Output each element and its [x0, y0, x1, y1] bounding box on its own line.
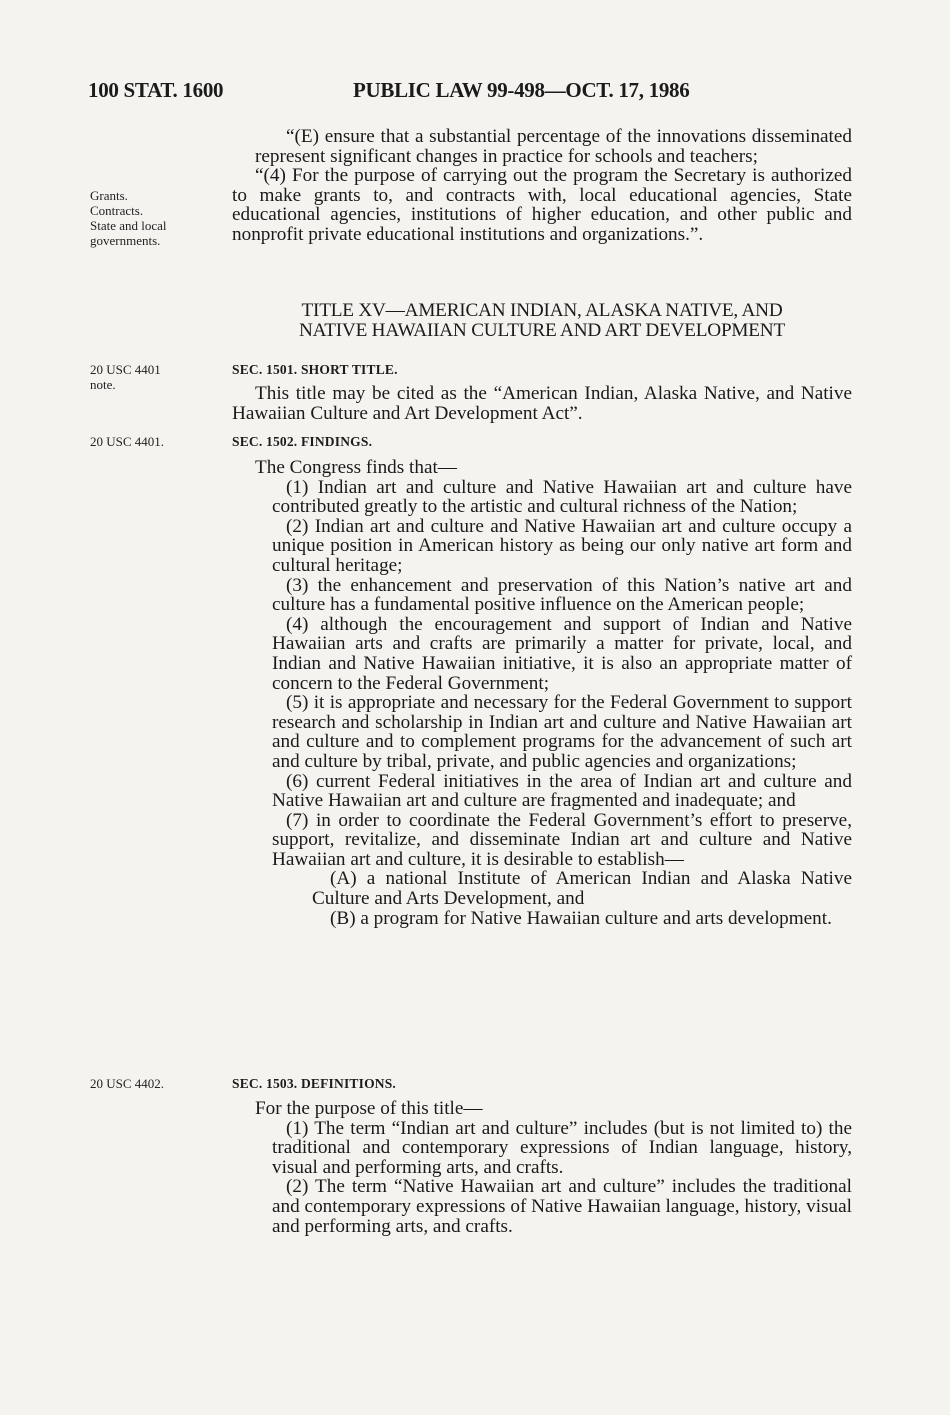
margin-note-usc-4402: 20 USC 4402. [90, 1076, 165, 1091]
margin-note-state-local-line: State and local [90, 218, 167, 233]
finding-7-sub-a: (A) a national Institute of American Indian and Alaska Native Culture and Arts Development, and [312, 868, 852, 910]
margin-note-contracts-line: Contracts. [90, 203, 144, 218]
sec-1503-intro: For the purpose of this title— [255, 1098, 483, 1119]
title-xv-line2: NATIVE HAWAIIAN CULTURE AND ART DEVELOPMENT [299, 320, 785, 341]
top-block [232, 127, 852, 245]
paragraph-e: “(E) ensure that a substantial percentage of the innovations disseminated represent significant changes in practice for schools and teachers; [255, 126, 852, 167]
finding-7: (7) in order to coordinate the Federal Government’s effort to preserve, support, revitalize, and disseminate Indian art and culture and Native Hawaiian art and culture, it is desirable to establish— [272, 809, 852, 870]
finding-6: (6) current Federal initiatives in the area of Indian art and culture and Native Hawaiian art and culture are fragmented and inadequate; and [272, 770, 852, 812]
finding-4: (4) although the encouragement and support of Indian and Native Hawaiian arts and crafts are primarily a matter for private, local, and Indian and Native Hawaiian initiative, it is also an appropriate matter of concern to the Federal Government; [272, 613, 852, 694]
title-xv-line1: TITLE XV—AMERICAN INDIAN, ALASKA NATIVE, AND [301, 300, 783, 321]
definition-2: (2) The term “Native Hawaiian art and culture” includes the traditional and contemporary expressions of Native Hawaiian language, history, visual and performing arts, and crafts. [272, 1176, 852, 1237]
definition-1: (1) The term “Indian art and culture” includes (but is not limited to) the traditional and contemporary expressions of Indian language, history, visual and performing arts, and crafts. [272, 1117, 852, 1178]
sec-1502-heading: SEC. 1502. FINDINGS. [232, 434, 373, 449]
public-law-header: PUBLIC LAW 99-498—OCT. 17, 1986 [353, 78, 690, 102]
sec-1501-text: This title may be cited as the “American Indian, Alaska Native, and Native Hawaiian Culture and Art Development Act”. [232, 383, 852, 424]
margin-note-grants-line: Grants. [90, 188, 128, 203]
page-stat-header: 100 STAT. 1600 [88, 78, 224, 102]
margin-note-governments-line: governments. [90, 233, 161, 248]
sec-1502-body [232, 458, 852, 928]
margin-note-grants [90, 188, 167, 248]
margin-note-usc-4401-note-line2: note. [90, 377, 116, 392]
sec-1503-body [232, 1099, 852, 1236]
sec-1501-heading: SEC. 1501. SHORT TITLE. [232, 362, 398, 377]
finding-7-sub-b: (B) a program for Native Hawaiian culture and arts development. [330, 907, 832, 929]
finding-5: (5) it is appropriate and necessary for the Federal Government to support research and scholarship in Indian art and culture and Native Hawaiian art and culture and to complement programs for the advancement of such art and culture by tribal, private, and public agencies and organizations; [272, 692, 852, 772]
sec-1501-body [232, 384, 852, 423]
margin-note-usc-4401-note [90, 362, 161, 392]
finding-2: (2) Indian art and culture and Native Hawaiian art and culture occupy a unique position in American history as being our only native art form and cultural heritage; [272, 515, 852, 576]
finding-3: (3) the enhancement and preservation of this Nation’s native art and culture has a fundamental positive influence on the American people; [272, 574, 852, 616]
sec-1502-intro: The Congress finds that— [255, 457, 457, 478]
paragraph-4: “(4) For the purpose of carrying out the program the Secretary is authorized to make grants to, and contracts with, local educational agencies, State educational agencies, institutions of higher education, and other public and nonprofit private educational institutions and organizations.”. [232, 165, 852, 245]
finding-1: (1) Indian art and culture and Native Hawaiian art and culture have contributed greatly to the artistic and cultural richness of the Nation; [272, 476, 852, 518]
margin-note-usc-4401: 20 USC 4401. [90, 434, 165, 449]
title-xv-heading [232, 301, 852, 341]
margin-note-usc-4401-note-line1: 20 USC 4401 [90, 362, 161, 377]
sec-1503-heading: SEC. 1503. DEFINITIONS. [232, 1076, 397, 1091]
